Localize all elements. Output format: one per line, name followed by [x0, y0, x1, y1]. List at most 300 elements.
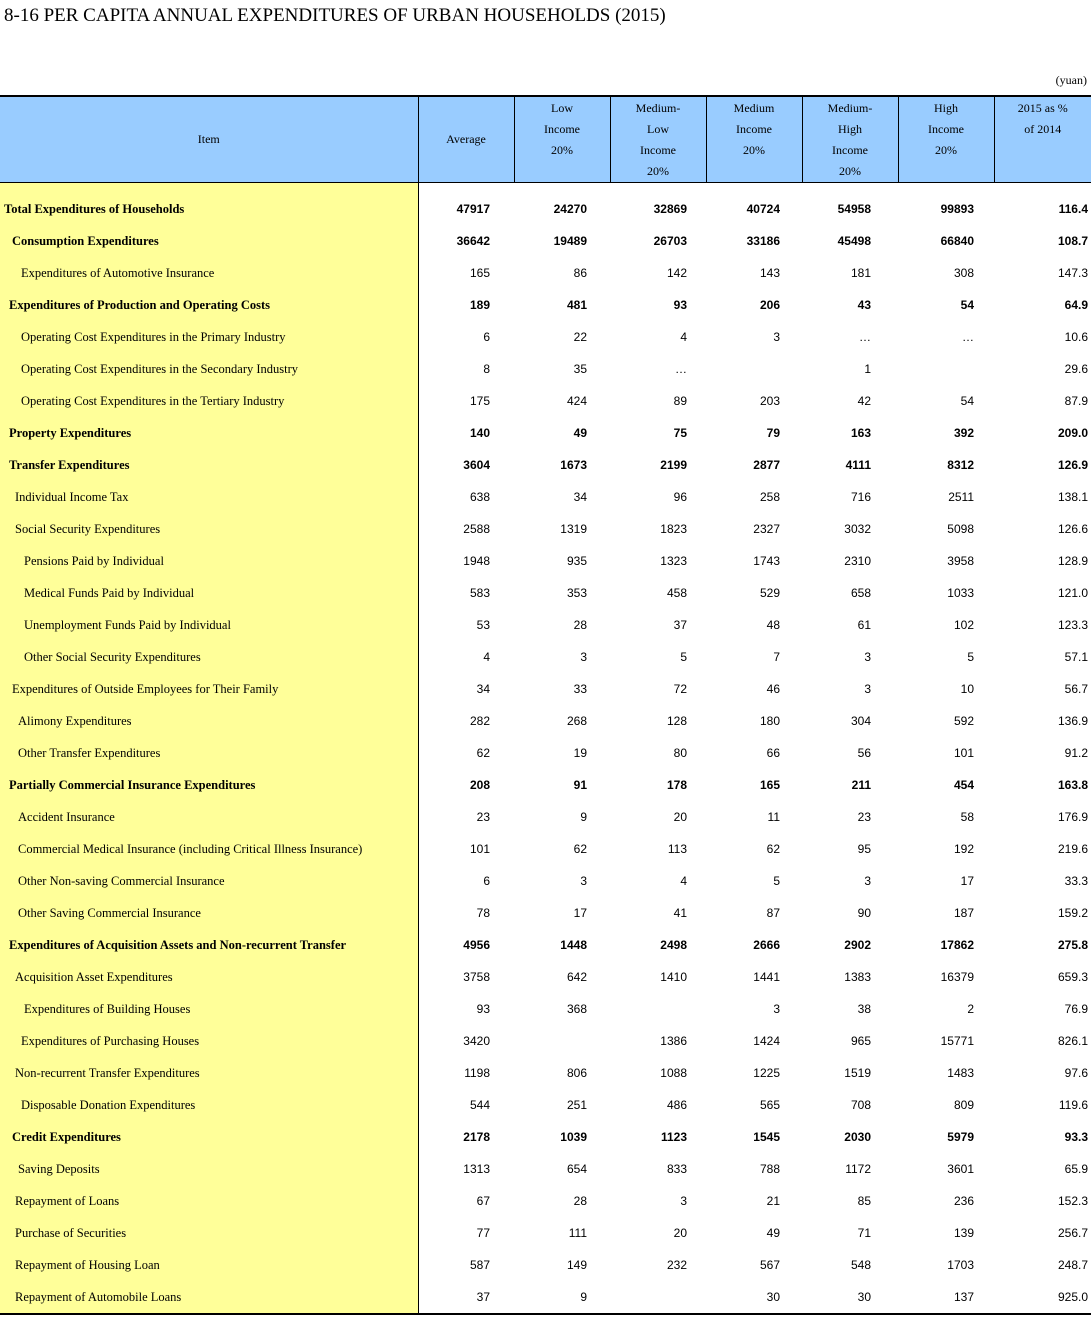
cell-medium-low-income — [610, 993, 706, 1025]
cell-low-income: 481 — [566, 298, 587, 312]
cell-medium-low-income: 75 — [673, 426, 687, 440]
cell-high-income: 1483 — [947, 1066, 974, 1080]
cell-medium-high-income: 54958 — [837, 202, 871, 216]
cell-medium-income: 206 — [759, 298, 780, 312]
row-item-label: Property Expenditures — [0, 417, 418, 449]
cell-medium-low-income: 4 — [680, 874, 687, 888]
cell-medium-income: 788 — [759, 1162, 780, 1176]
cell-medium-high-income: 708 — [850, 1098, 871, 1112]
cell-low-income: 3 — [580, 874, 587, 888]
cell-low-income: 149 — [566, 1258, 587, 1272]
cell-high-income: 54 — [960, 298, 974, 312]
cell-medium-high-income: 95 — [857, 842, 871, 856]
cell-medium-low-income: 2498 — [660, 938, 687, 952]
cell-average: 37 — [476, 1290, 490, 1304]
cell-pct-of-2014: 126.6 — [1057, 522, 1088, 536]
cell-medium-low-income: 72 — [673, 682, 687, 696]
table-row — [0, 705, 1091, 737]
cell-pct-of-2014: 64.9 — [1064, 298, 1088, 312]
cell-average: 62 — [476, 746, 490, 760]
cell-low-income: 251 — [566, 1098, 587, 1112]
cell-pct-of-2014: 76.9 — [1064, 1002, 1088, 1016]
cell-medium-high-income: 716 — [850, 490, 871, 504]
table-row — [0, 641, 1091, 673]
cell-pct-of-2014: 119.6 — [1058, 1098, 1088, 1112]
row-item-label: Expenditures of Production and Operating Costs — [0, 289, 418, 321]
column-header-low-income — [514, 96, 610, 183]
cell-pct-of-2014: 209.0 — [1057, 426, 1088, 440]
cell-medium-income: 529 — [759, 586, 780, 600]
cell-medium-low-income: 1323 — [660, 554, 687, 568]
cell-medium-high-income: 548 — [850, 1258, 871, 1272]
column-header-high-income — [898, 96, 994, 183]
cell-pct-of-2014: 108.7 — [1057, 234, 1088, 248]
cell-low-income: 642 — [566, 970, 587, 984]
row-item-label: Repayment of Loans — [0, 1185, 418, 1217]
header-line: of 2014 — [1024, 122, 1062, 136]
cell-high-income: 1703 — [947, 1258, 974, 1272]
table-row — [0, 225, 1091, 257]
cell-low-income: 111 — [568, 1226, 587, 1240]
row-item-label: Pensions Paid by Individual — [0, 545, 418, 577]
cell-average: 587 — [469, 1258, 490, 1272]
row-item-label: Commercial Medical Insurance (including Critical Illness Insurance) — [0, 833, 418, 865]
cell-high-income: 54 — [960, 394, 974, 408]
row-item-label: Expenditures of Purchasing Houses — [0, 1025, 418, 1057]
cell-pct-of-2014: 147.3 — [1057, 266, 1088, 280]
cell-low-income: 1039 — [560, 1130, 587, 1144]
cell-average: 2588 — [463, 522, 490, 536]
cell-pct-of-2014: 10.6 — [1064, 330, 1088, 344]
cell-low-income: 22 — [573, 330, 587, 344]
cell-medium-low-income: 37 — [673, 618, 687, 632]
row-item-label: Unemployment Funds Paid by Individual — [0, 609, 418, 641]
row-item-label: Purchase of Securities — [0, 1217, 418, 1249]
table-row — [0, 801, 1091, 833]
cell-medium-income: 66 — [766, 746, 780, 760]
cell-average: 282 — [469, 714, 490, 728]
row-item-label: Operating Cost Expenditures in the Secondary Industry — [0, 353, 418, 385]
cell-pct-of-2014: 826.1 — [1057, 1034, 1088, 1048]
cell-medium-income: 165 — [759, 778, 780, 792]
table-row — [0, 481, 1091, 513]
header-line: 20% — [551, 143, 573, 157]
table-row — [0, 833, 1091, 865]
header-line: Income — [544, 122, 580, 136]
cell-medium-income: 40724 — [746, 202, 780, 216]
header-line: 20% — [935, 143, 957, 157]
column-header-average — [418, 96, 514, 183]
cell-medium-low-income: 178 — [666, 778, 687, 792]
cell-average: 1948 — [463, 554, 490, 568]
cell-medium-low-income: 96 — [673, 490, 687, 504]
cell-medium-low-income: 458 — [666, 586, 687, 600]
cell-medium-income: 2666 — [753, 938, 780, 952]
cell-low-income: 34 — [573, 490, 587, 504]
cell-medium-low-income: 486 — [666, 1098, 687, 1112]
cell-pct-of-2014: 121.0 — [1057, 586, 1088, 600]
cell-medium-income: 62 — [766, 842, 780, 856]
header-row — [0, 96, 1091, 183]
cell-pct-of-2014: 659.3 — [1057, 970, 1088, 984]
cell-medium-low-income: 1823 — [660, 522, 687, 536]
cell-high-income: 8312 — [947, 458, 974, 472]
column-header-medium-low-income — [610, 96, 706, 183]
table-row — [0, 609, 1091, 641]
cell-medium-high-income: 965 — [850, 1034, 871, 1048]
cell-medium-income: 1441 — [753, 970, 780, 984]
row-item-label: Consumption Expenditures — [0, 225, 418, 257]
cell-medium-high-income: 90 — [857, 906, 871, 920]
table-row — [0, 353, 1091, 385]
row-item-label: Non-recurrent Transfer Expenditures — [0, 1057, 418, 1089]
table-row — [0, 1281, 1091, 1314]
header-line: High — [934, 101, 958, 115]
cell-medium-income: 258 — [759, 490, 780, 504]
cell-low-income: 353 — [566, 586, 587, 600]
cell-pct-of-2014: 116.4 — [1058, 202, 1088, 216]
table-row — [0, 1153, 1091, 1185]
table-row — [0, 1185, 1091, 1217]
cell-average: 47917 — [456, 202, 490, 216]
cell-low-income: 28 — [573, 618, 587, 632]
cell-average: 4956 — [463, 938, 490, 952]
table-row — [0, 385, 1091, 417]
cell-high-income: 236 — [953, 1194, 974, 1208]
cell-medium-income: 3 — [773, 1002, 780, 1016]
cell-medium-high-income: 3 — [864, 650, 871, 664]
cell-pct-of-2014: 163.8 — [1057, 778, 1088, 792]
header-line: 2015 as % — [1017, 101, 1068, 115]
cell-average: 3758 — [463, 970, 490, 984]
header-line: Medium — [733, 101, 775, 115]
cell-medium-low-income: 93 — [673, 298, 687, 312]
cell-low-income: 3 — [580, 650, 587, 664]
cell-medium-low-income: 1386 — [660, 1034, 687, 1048]
cell-high-income: 99893 — [940, 202, 974, 216]
cell-medium-high-income: 3 — [864, 682, 871, 696]
cell-medium-low-income: 20 — [673, 1226, 687, 1240]
header-line: Income — [640, 143, 676, 157]
cell-high-income: 17 — [960, 874, 974, 888]
table-row — [0, 929, 1091, 961]
cell-high-income: 3601 — [947, 1162, 974, 1176]
cell-high-income: 5979 — [947, 1130, 974, 1144]
table-row — [0, 289, 1091, 321]
cell-medium-income: 7 — [773, 650, 780, 664]
column-header-medium-high-income — [802, 96, 898, 183]
cell-pct-of-2014: 256.7 — [1057, 1226, 1088, 1240]
cell-medium-income: 180 — [759, 714, 780, 728]
row-item-label: Saving Deposits — [0, 1153, 418, 1185]
cell-medium-high-income: 56 — [857, 746, 871, 760]
row-item-label: Transfer Expenditures — [0, 449, 418, 481]
table-row — [0, 673, 1091, 705]
cell-medium-low-income: 113 — [667, 842, 687, 856]
cell-average: 34 — [476, 682, 490, 696]
row-item-label: Disposable Donation Expenditures — [0, 1089, 418, 1121]
cell-medium-low-income: 32869 — [653, 202, 687, 216]
cell-medium-income: 1743 — [753, 554, 780, 568]
cell-average: 101 — [469, 842, 490, 856]
cell-high-income: 3958 — [947, 554, 974, 568]
cell-average: 175 — [469, 394, 490, 408]
row-item-label: Total Expenditures of Households — [0, 183, 418, 226]
cell-medium-low-income: 1123 — [660, 1130, 687, 1144]
cell-average: 8 — [483, 362, 490, 376]
cell-medium-high-income: 2310 — [844, 554, 871, 568]
cell-high-income: 2 — [967, 1002, 974, 1016]
cell-pct-of-2014: 65.9 — [1064, 1162, 1088, 1176]
row-item-label: Expenditures of Acquisition Assets and Non-recurrent Transfer — [0, 929, 418, 961]
cell-medium-high-income: 23 — [857, 810, 871, 824]
row-item-label: Partially Commercial Insurance Expenditures — [0, 769, 418, 801]
cell-low-income: 62 — [573, 842, 587, 856]
cell-medium-low-income: 4 — [680, 330, 687, 344]
expenditures-table — [0, 95, 1091, 1315]
cell-medium-high-income: 1172 — [845, 1162, 871, 1176]
cell-high-income — [898, 353, 994, 385]
table-header — [0, 96, 1091, 183]
column-header-item — [0, 96, 418, 183]
cell-pct-of-2014: 97.6 — [1064, 1066, 1088, 1080]
cell-low-income — [514, 1025, 610, 1057]
cell-average: 77 — [476, 1226, 490, 1240]
row-item-label: Other Social Security Expenditures — [0, 641, 418, 673]
cell-medium-high-income: 45498 — [837, 234, 871, 248]
row-item-label: Expenditures of Building Houses — [0, 993, 418, 1025]
cell-medium-income: 1545 — [753, 1130, 780, 1144]
cell-pct-of-2014: 138.1 — [1057, 490, 1088, 504]
cell-high-income: 454 — [953, 778, 974, 792]
table-row — [0, 1217, 1091, 1249]
cell-medium-income: 143 — [759, 266, 780, 280]
cell-medium-high-income: … — [859, 330, 871, 344]
cell-pct-of-2014: 93.3 — [1064, 1130, 1088, 1144]
cell-pct-of-2014: 87.9 — [1064, 394, 1088, 408]
cell-low-income: 19 — [573, 746, 587, 760]
cell-medium-income: 565 — [759, 1098, 780, 1112]
header-line: Income — [928, 122, 964, 136]
cell-medium-income: 567 — [759, 1258, 780, 1272]
cell-low-income: 33 — [573, 682, 587, 696]
cell-medium-income — [706, 353, 802, 385]
column-header-2015-as-pct-of-2014 — [994, 96, 1091, 183]
cell-pct-of-2014: 136.9 — [1057, 714, 1088, 728]
page-title: 8-16 PER CAPITA ANNUAL EXPENDITURES OF URBAN HOUSEHOLDS (2015) — [4, 5, 666, 26]
cell-medium-income: 1424 — [753, 1034, 780, 1048]
row-item-label: Accident Insurance — [0, 801, 418, 833]
cell-average: 189 — [469, 298, 490, 312]
cell-medium-income: 79 — [766, 426, 780, 440]
cell-average: 36642 — [456, 234, 490, 248]
cell-medium-high-income: 4111 — [845, 458, 871, 472]
unit-label: (yuan) — [1055, 73, 1087, 87]
cell-pct-of-2014: 29.6 — [1064, 362, 1088, 376]
cell-medium-high-income: 43 — [857, 298, 871, 312]
cell-pct-of-2014: 248.7 — [1057, 1258, 1088, 1272]
cell-high-income: 58 — [960, 810, 974, 824]
header-line: Item — [197, 132, 220, 146]
cell-medium-low-income: 142 — [666, 266, 687, 280]
cell-average: 53 — [476, 618, 490, 632]
table-row — [0, 1089, 1091, 1121]
cell-medium-high-income: 1519 — [844, 1066, 871, 1080]
header-line: Low — [647, 122, 669, 136]
cell-high-income: … — [962, 330, 974, 344]
cell-high-income: 5098 — [947, 522, 974, 536]
cell-pct-of-2014: 126.9 — [1057, 458, 1088, 472]
cell-high-income: 592 — [953, 714, 974, 728]
header-line: 20% — [839, 164, 861, 178]
cell-average: 208 — [469, 778, 490, 792]
row-item-label: Individual Income Tax — [0, 481, 418, 513]
row-item-label: Expenditures of Automotive Insurance — [0, 257, 418, 289]
row-item-label: Credit Expenditures — [0, 1121, 418, 1153]
cell-medium-high-income: 3 — [864, 874, 871, 888]
cell-low-income: 35 — [573, 362, 587, 376]
cell-medium-income: 33186 — [746, 234, 780, 248]
cell-medium-low-income: 2199 — [660, 458, 687, 472]
cell-medium-high-income: 71 — [857, 1226, 871, 1240]
cell-low-income: 86 — [573, 266, 587, 280]
row-item-label: Expenditures of Outside Employees for Their Family — [0, 673, 418, 705]
cell-high-income: 17862 — [940, 938, 974, 952]
header-line: Income — [736, 122, 772, 136]
table-row — [0, 1025, 1091, 1057]
cell-low-income: 424 — [566, 394, 587, 408]
cell-high-income: 66840 — [940, 234, 974, 248]
cell-high-income: 308 — [953, 266, 974, 280]
cell-average: 140 — [469, 426, 490, 440]
row-item-label: Acquisition Asset Expenditures — [0, 961, 418, 993]
table-row — [0, 993, 1091, 1025]
cell-low-income: 91 — [573, 778, 587, 792]
cell-pct-of-2014: 57.1 — [1064, 650, 1088, 664]
cell-low-income: 1673 — [560, 458, 587, 472]
cell-low-income: 49 — [573, 426, 587, 440]
cell-high-income: 809 — [953, 1098, 974, 1112]
header-line: Income — [832, 143, 868, 157]
cell-low-income: 24270 — [553, 202, 587, 216]
cell-low-income: 19489 — [553, 234, 587, 248]
table-row — [0, 737, 1091, 769]
table-row — [0, 1249, 1091, 1281]
cell-average: 3420 — [463, 1034, 490, 1048]
cell-pct-of-2014: 56.7 — [1064, 682, 1088, 696]
cell-pct-of-2014: 33.3 — [1064, 874, 1088, 888]
cell-low-income: 1319 — [560, 522, 587, 536]
cell-average: 165 — [469, 266, 490, 280]
row-item-label: Other Saving Commercial Insurance — [0, 897, 418, 929]
cell-average: 638 — [469, 490, 490, 504]
cell-medium-high-income: 658 — [850, 586, 871, 600]
cell-medium-high-income: 1383 — [844, 970, 871, 984]
cell-average: 93 — [476, 1002, 490, 1016]
cell-pct-of-2014: 128.9 — [1057, 554, 1088, 568]
cell-medium-low-income: … — [675, 362, 687, 376]
cell-high-income: 392 — [953, 426, 974, 440]
cell-high-income: 137 — [953, 1290, 974, 1304]
cell-medium-low-income: 26703 — [653, 234, 687, 248]
table-row — [0, 513, 1091, 545]
cell-average: 67 — [476, 1194, 490, 1208]
table-row — [0, 257, 1091, 289]
cell-low-income: 28 — [573, 1194, 587, 1208]
cell-pct-of-2014: 159.2 — [1057, 906, 1088, 920]
cell-medium-low-income: 5 — [680, 650, 687, 664]
cell-medium-income: 3 — [773, 330, 780, 344]
row-item-label: Other Transfer Expenditures — [0, 737, 418, 769]
cell-low-income: 1448 — [560, 938, 587, 952]
cell-medium-income: 2877 — [753, 458, 780, 472]
row-item-label: Alimony Expenditures — [0, 705, 418, 737]
cell-average: 1313 — [463, 1162, 490, 1176]
header-line: Medium- — [635, 101, 681, 115]
cell-medium-high-income: 211 — [851, 778, 871, 792]
cell-medium-income: 30 — [766, 1290, 780, 1304]
cell-average: 2178 — [463, 1130, 490, 1144]
cell-medium-high-income: 61 — [857, 618, 871, 632]
table-row — [0, 321, 1091, 353]
row-item-label: Social Security Expenditures — [0, 513, 418, 545]
cell-medium-income: 46 — [766, 682, 780, 696]
cell-high-income: 187 — [953, 906, 974, 920]
cell-average: 4 — [483, 650, 490, 664]
row-item-label: Repayment of Housing Loan — [0, 1249, 418, 1281]
table-row — [0, 1057, 1091, 1089]
cell-average: 78 — [476, 906, 490, 920]
table-body — [0, 183, 1091, 1315]
cell-medium-high-income: 181 — [850, 266, 871, 280]
table-row — [0, 961, 1091, 993]
cell-low-income: 17 — [573, 906, 587, 920]
row-item-label: Repayment of Automobile Loans — [0, 1281, 418, 1314]
cell-medium-low-income — [610, 1281, 706, 1314]
cell-medium-high-income: 42 — [857, 394, 871, 408]
cell-medium-income: 21 — [766, 1194, 780, 1208]
cell-pct-of-2014: 91.2 — [1064, 746, 1088, 760]
cell-high-income: 16379 — [940, 970, 974, 984]
cell-medium-low-income: 1410 — [660, 970, 687, 984]
cell-average: 6 — [483, 874, 490, 888]
row-item-label: Other Non-saving Commercial Insurance — [0, 865, 418, 897]
cell-pct-of-2014: 176.9 — [1057, 810, 1088, 824]
cell-pct-of-2014: 123.3 — [1057, 618, 1088, 632]
row-item-label: Medical Funds Paid by Individual — [0, 577, 418, 609]
header-line: Low — [551, 101, 573, 115]
table-row — [0, 865, 1091, 897]
cell-medium-high-income: 3032 — [844, 522, 871, 536]
cell-low-income: 9 — [580, 1290, 587, 1304]
header-line: Medium- — [827, 101, 873, 115]
row-item-label: Operating Cost Expenditures in the Tertiary Industry — [0, 385, 418, 417]
cell-low-income: 368 — [566, 1002, 587, 1016]
table-row — [0, 545, 1091, 577]
cell-low-income: 9 — [580, 810, 587, 824]
table-row — [0, 577, 1091, 609]
cell-medium-low-income: 232 — [666, 1258, 687, 1272]
header-line: High — [838, 122, 862, 136]
table-row — [0, 183, 1091, 226]
cell-medium-high-income: 2902 — [844, 938, 871, 952]
cell-medium-low-income: 128 — [666, 714, 687, 728]
cell-pct-of-2014: 275.8 — [1057, 938, 1088, 952]
cell-low-income: 935 — [566, 554, 587, 568]
cell-medium-high-income: 85 — [857, 1194, 871, 1208]
cell-medium-low-income: 41 — [673, 906, 687, 920]
table-row — [0, 769, 1091, 801]
